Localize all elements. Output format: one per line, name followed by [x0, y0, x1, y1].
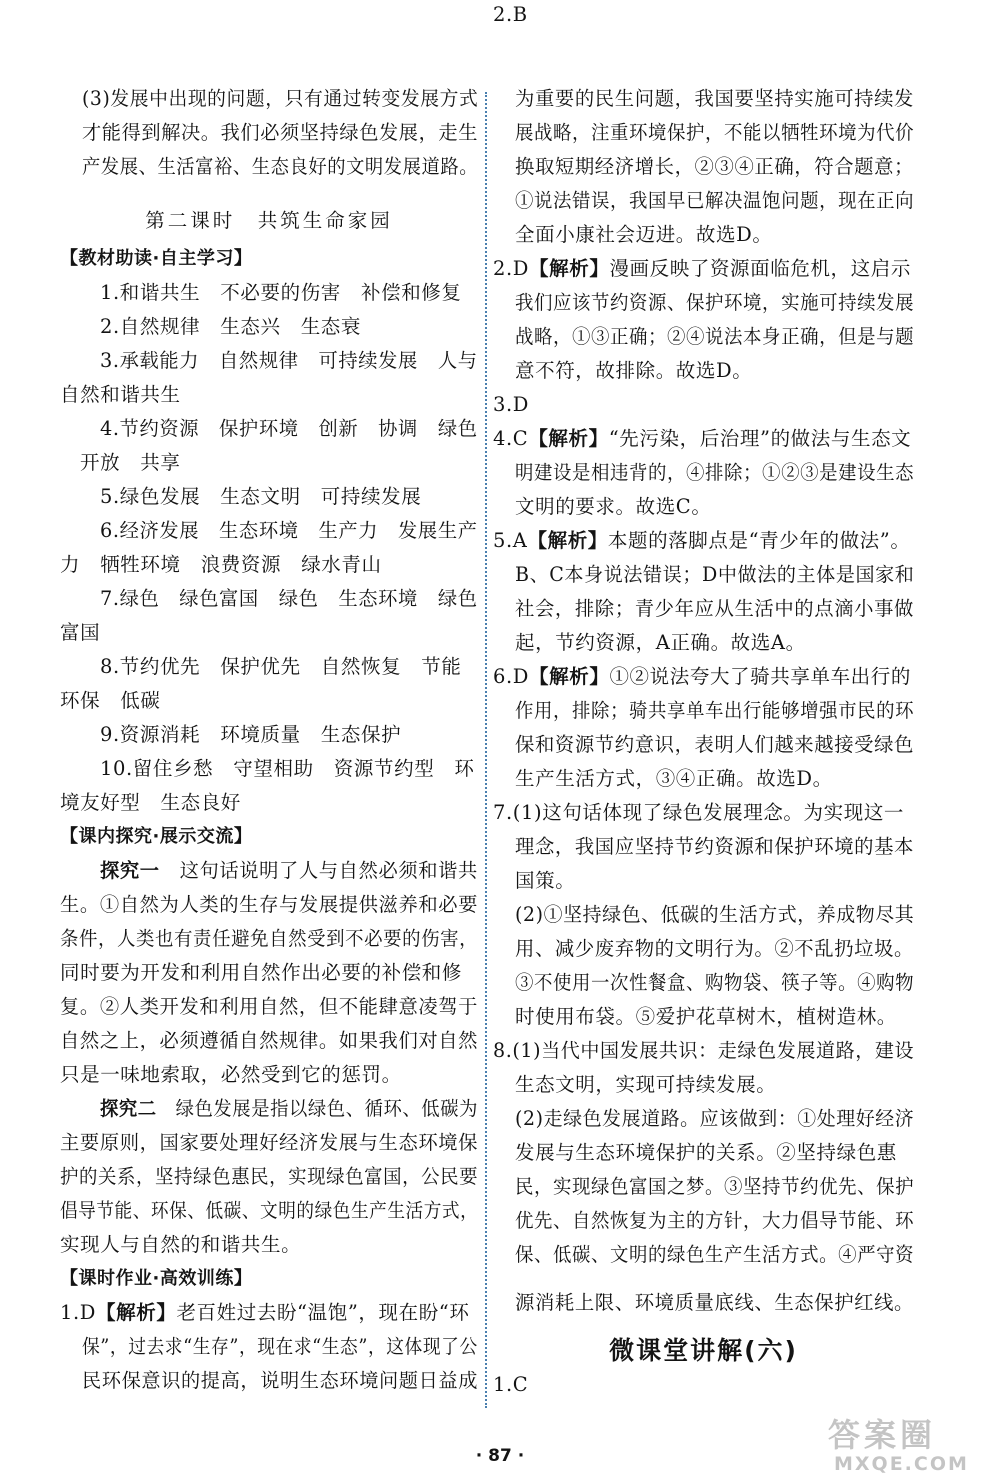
lesson-title: [60, 206, 478, 236]
line-text: ③不使用一次性餐盒、购物袋、筷子等。④购物: [515, 971, 915, 994]
text-line: [515, 356, 752, 386]
line-text: 作用，排除；骑共享单车出行能够增强市民的环: [515, 699, 915, 722]
line-text: 保和资源节约意识，表明人们越来越接受绿色: [515, 733, 915, 756]
text-line: [100, 1094, 478, 1124]
line-text: 时使用布袋。⑤爱护花草树木，植树造林。: [515, 1005, 897, 1028]
text-line: [100, 312, 361, 342]
line-text: 3.承载能力 自然规律 可持续发展 人与: [100, 349, 478, 372]
line-rest: 漫画反映了资源面临危机，这启示: [609, 257, 911, 280]
text-line: [515, 84, 914, 114]
text-line: [493, 254, 911, 284]
text-line: [515, 1288, 914, 1318]
line-text: 同时要为开发和利用自然作出必要的补偿和修: [60, 961, 463, 984]
text-line: [60, 958, 462, 988]
section-heading: [60, 822, 252, 852]
analysis-tag: 【解析】: [529, 665, 610, 688]
line-text: 发展与生态环境保护的关系。②坚持绿色惠: [515, 1141, 897, 1164]
inquiry-label: 探究一: [100, 859, 160, 882]
text-line: [100, 278, 462, 308]
line-text: 7.绿色 绿色富国 绿色 生态环境 绿色: [100, 587, 478, 610]
text-line: [515, 934, 914, 964]
line-text: 只是一味地索取，必然受到它的惩罚。: [60, 1063, 402, 1086]
line-text: 9.资源消耗 环境质量 生态保护: [100, 723, 402, 746]
text-line: [493, 1036, 914, 1066]
line-text: 社会，排除；青少年应从生活中的点滴小事做: [515, 597, 915, 620]
text-line: [515, 492, 711, 522]
line-text: 为重要的民生问题，我国要坚持实施可持续发: [515, 87, 915, 110]
line-text: 环保 低碳: [60, 689, 161, 712]
text-line: [82, 152, 478, 182]
text-line: [60, 1026, 478, 1056]
text-line: [515, 696, 914, 726]
text-line: [82, 1366, 478, 1396]
line-text: 展战略，注重环境保护，不能以牺牲环境为代价: [515, 121, 915, 144]
text-line: [100, 754, 475, 784]
line-text: 微课堂讲解(六): [609, 1336, 798, 1365]
text-line: [82, 1332, 478, 1362]
text-line: [515, 594, 914, 624]
text-line: [493, 798, 904, 828]
text-line: [493, 662, 911, 692]
line-text: 国策。: [515, 869, 576, 892]
line-text: 【课时作业·高效训练】: [60, 1268, 253, 1289]
line-text: 2.自然规律 生态兴 生态衰: [100, 315, 362, 338]
line-text: 生。①自然为人类的生存与发展提供滋养和必要: [60, 893, 479, 916]
line-rest: ①②说法夸大了骑共享单车出行的: [609, 665, 911, 688]
page-number: · 87 ·: [475, 1446, 525, 1466]
text-line: [515, 560, 914, 590]
line-text: 这句话说明了人与自然必须和谐共: [159, 859, 478, 882]
text-line: [515, 1104, 914, 1134]
line-text: 【教材助读·自主学习】: [60, 248, 253, 269]
text-line: [100, 652, 462, 682]
line-text: 保、低碳、文明的绿色生产生活方式。④严守资: [515, 1243, 915, 1266]
line-text: 3.D: [493, 393, 530, 416]
line-text: 意不符，故排除。故选D。: [515, 359, 753, 382]
text-line: [60, 1060, 402, 1090]
text-line: [515, 730, 914, 760]
text-line: [493, 526, 910, 556]
line-text: 产发展、生活富裕、生态良好的文明发展道路。: [82, 155, 479, 178]
column-divider: [485, 92, 487, 1408]
text-line: [515, 1070, 776, 1100]
line-text: 4.C: [493, 427, 529, 450]
section-title: [493, 1336, 914, 1366]
text-line: [60, 1162, 478, 1192]
line-text: 民，实现绿色富国之梦。③坚持节约优先、保护: [515, 1175, 915, 1198]
text-line: [515, 288, 914, 318]
line-text: 8.节约优先 保护优先 自然恢复 节能: [100, 655, 462, 678]
text-line: [515, 1138, 897, 1168]
line-rest: 本题的落脚点是“青少年的做法”。: [607, 529, 911, 552]
watermark-title: 答案圈: [828, 1416, 937, 1454]
text-line: [100, 856, 478, 886]
line-text: (2)走绿色发展道路。应该做到：①处理好经济: [515, 1107, 915, 1130]
text-line: [515, 220, 772, 250]
line-text: 护的关系，坚持绿色惠民，实现绿色富国，公民要: [60, 1165, 479, 1188]
text-line: [515, 152, 914, 182]
text-line: [515, 1240, 914, 1270]
analysis-tag: 【解析】: [96, 1301, 177, 1324]
line-text: ①说法错误，我国早已解决温饱问题，现在正向: [515, 189, 915, 212]
text-line: [60, 380, 181, 410]
line-text: 文明的要求。故选C。: [515, 495, 712, 518]
line-text: 力 牺牲环境 浪费资源 绿水青山: [60, 553, 382, 576]
line-text: 条件，人类也有责任避免自然受到不必要的伤害，: [60, 927, 479, 950]
line-text: 第二课时 共筑生命家园: [145, 209, 393, 232]
line-text: 自然之上，必须遵循自然规律。如果我们对自然: [60, 1029, 479, 1052]
text-line: [100, 584, 478, 614]
text-line: [60, 686, 161, 716]
watermark-url: MXQE.COM: [834, 1453, 969, 1475]
line-text: 我们应该节约资源、保护环境，实施可持续发展: [515, 291, 915, 314]
line-text: 5.绿色发展 生态文明 可持续发展: [100, 485, 422, 508]
text-line: [60, 550, 382, 580]
line-text: 生产生活方式，③④正确。故选D。: [515, 767, 833, 790]
inquiry-label: 探究二: [100, 1097, 157, 1120]
text-line: [60, 992, 478, 1022]
line-text: 1.和谐共生 不必要的伤害 补偿和修复: [100, 281, 462, 304]
text-line: [100, 720, 401, 750]
text-line: [100, 482, 421, 512]
text-line: [515, 764, 833, 794]
line-text: 复。②人类开发和利用自然，但不能肆意凌驾于: [60, 995, 479, 1018]
analysis-tag: 【解析】: [529, 257, 610, 280]
text-line: [80, 448, 181, 478]
line-text: 1.C: [493, 1373, 529, 1396]
text-line: [515, 1002, 897, 1032]
line-text: (2)①坚持绿色、低碳的生活方式，养成物尽其: [515, 903, 915, 926]
line-text: 8.(1)当代中国发展共识：走绿色发展道路，建设: [493, 1039, 915, 1062]
text-line: [100, 346, 478, 376]
text-line: [60, 890, 478, 920]
text-line: [515, 322, 914, 352]
line-text: 2.B: [493, 3, 528, 26]
text-line: [515, 866, 575, 896]
line-text: 生态文明，实现可持续发展。: [515, 1073, 777, 1096]
text-line: [515, 458, 914, 488]
text-line: [100, 516, 478, 546]
line-text: 1.D: [60, 1301, 97, 1324]
text-line: [515, 900, 914, 930]
text-line: [515, 628, 806, 658]
line-text: 开放 共享: [80, 451, 181, 474]
line-text: 富国: [60, 621, 101, 644]
text-line: [515, 1172, 914, 1202]
line-text: 全面小康社会迈进。故选D。: [515, 223, 773, 246]
text-line: [60, 924, 478, 954]
text-line: [515, 1206, 914, 1236]
line-text: 5.A: [493, 529, 528, 552]
text-line: [82, 84, 478, 114]
analysis-tag: 【解析】: [528, 427, 609, 450]
line-text: 6.经济发展 生态环境 生产力 发展生产: [100, 519, 478, 542]
text-line: [493, 1370, 528, 1400]
line-text: 起，节约资源，A正确。故选A。: [515, 631, 806, 654]
text-line: [493, 390, 529, 420]
line-text: (3)发展中出现的问题，只有通过转变发展方式: [82, 87, 479, 110]
section-heading: [60, 244, 252, 274]
line-text: 换取短期经济增长，②③④正确，符合题意；: [515, 155, 915, 178]
text-line: [493, 424, 911, 454]
line-text: 才能得到解决。我们必须坚持绿色发展，走生: [82, 121, 479, 144]
text-line: [493, 0, 528, 30]
line-rest: “先污染，后治理”的做法与生态文: [608, 427, 912, 450]
text-line: [60, 618, 100, 648]
line-text: 10.留住乡愁 守望相助 资源节约型 环: [100, 757, 475, 780]
text-line: [60, 1196, 478, 1226]
line-text: 用、减少废弃物的文明行为。②不乱扔垃圾。: [515, 937, 915, 960]
text-line: [60, 1230, 301, 1260]
line-text: 绿色发展是指以绿色、循环、低碳为: [156, 1097, 479, 1120]
line-text: 4.节约资源 保护环境 创新 协调 绿色: [100, 417, 478, 440]
line-text: 源消耗上限、环境质量底线、生态保护红线。: [515, 1291, 915, 1314]
line-text: 境友好型 生态良好: [60, 791, 241, 814]
text-line: [515, 968, 914, 998]
line-text: 【课内探究·展示交流】: [60, 826, 253, 847]
line-text: B、C本身说法错误；D中做法的主体是国家和: [515, 563, 915, 586]
line-text: 战略，①③正确；②④说法本身正确，但是与题: [515, 325, 915, 348]
line-text: 理念，我国应坚持节约资源和保护环境的基本: [515, 835, 915, 858]
line-text: 倡导节能、环保、低碳、文明的绿色生产生活方式，: [60, 1199, 479, 1222]
line-text: 自然和谐共生: [60, 383, 181, 406]
line-text: 优先、自然恢复为主的方针，大力倡导节能、环: [515, 1209, 915, 1232]
watermark-logo: [822, 1410, 992, 1478]
line-text: 明建设是相违背的，④排除；①②③是建设生态: [515, 461, 915, 484]
text-line: [515, 832, 914, 862]
line-text: 实现人与自然的和谐共生。: [60, 1233, 302, 1256]
text-line: [515, 118, 914, 148]
line-text: 主要原则，国家要处理好经济发展与生态环境保: [60, 1131, 479, 1154]
text-line: [60, 788, 241, 818]
text-line: [100, 414, 478, 444]
text-line: [60, 1298, 469, 1328]
section-heading: [60, 1264, 252, 1294]
text-line: [82, 118, 478, 148]
text-line: [60, 1128, 478, 1158]
line-text: 保”，过去求“生存”，现在求“生态”，这体现了公: [82, 1335, 478, 1358]
analysis-tag: 【解析】: [527, 529, 608, 552]
line-rest: 老百姓过去盼“温饱”，现在盼“环: [176, 1301, 470, 1324]
line-text: 民环保意识的提高，说明生态环境问题日益成: [82, 1369, 479, 1392]
line-text: 2.D: [493, 257, 530, 280]
line-text: 7.(1)这句话体现了绿色发展理念。为实现这一: [493, 801, 905, 824]
line-text: 6.D: [493, 665, 530, 688]
text-line: [515, 186, 914, 216]
